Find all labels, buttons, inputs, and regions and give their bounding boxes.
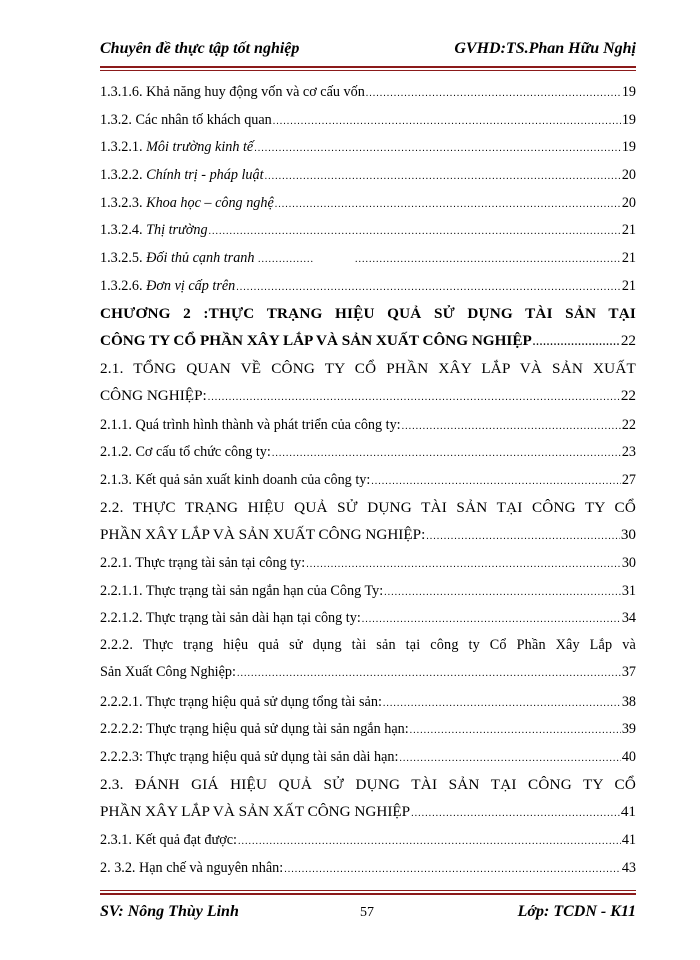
toc-entry[interactable] (100, 826, 636, 854)
dot-leader (411, 808, 620, 819)
table-of-contents (100, 78, 636, 882)
toc-heading-line1: 2.3. ĐÁNH GIÁ HIỆU QUẢ SỬ DỤNG TÀI SẢN TẠI CÔNG TY CỔ (100, 775, 636, 793)
toc-entry-page: 22 (620, 387, 636, 404)
dot-leader (237, 668, 621, 679)
toc-heading-line2: CÔNG TY CỔ PHẦN XÂY LẮP VÀ SẢN XUẤT CÔNG NGHIỆP (100, 331, 532, 349)
dot-leader (238, 836, 621, 847)
toc-section-heading[interactable] (100, 771, 636, 827)
toc-entry[interactable] (100, 715, 636, 743)
toc-entry-title: 2.2.1.2. Thực trạng tài sản dài hạn tại công ty: (100, 610, 361, 627)
page-header (100, 38, 636, 64)
toc-entry-page: 30 (620, 525, 636, 543)
toc-section-heading[interactable] (100, 632, 636, 688)
dot-leader (410, 725, 621, 736)
toc-chapter-heading[interactable] (100, 300, 636, 356)
toc-entry[interactable] (100, 244, 636, 272)
toc-entry-title: Đơn vị cấp trên (146, 277, 236, 294)
toc-entry-page: 27 (621, 471, 636, 488)
toc-entry-number: 1.3.2.3. (100, 194, 143, 211)
toc-section-heading[interactable] (100, 494, 636, 550)
toc-entry-title: 1.3.1.6. Khả năng huy động vốn và cơ cấu vốn (100, 84, 365, 100)
toc-entry-title: 2.3.1. Kết quả đạt được: (100, 832, 237, 849)
toc-entry-title: Đối thủ cạnh tranh (146, 250, 255, 267)
toc-entry-number: 1.3.2.4. (100, 222, 143, 239)
toc-entry-title: 2.1.2. Cơ cấu tổ chức công ty: (100, 444, 271, 461)
toc-entry[interactable] (100, 743, 636, 771)
header-title: Chuyên đề thực tập tốt nghiệp (100, 40, 300, 57)
toc-entry[interactable] (100, 189, 636, 217)
toc-entry-page: 30 (621, 555, 636, 572)
toc-entry[interactable] (100, 577, 636, 605)
footer-class: Lớp: TCDN - K11 (517, 903, 636, 920)
toc-entry-title: Thị trường (146, 222, 208, 239)
toc-entry-number: 1.3.2.1. (100, 139, 143, 156)
toc-entry-title: 2.2.2.3: Thực trạng hiệu quả sử dụng tài sản dài hạn: (100, 749, 399, 765)
toc-entry-title: 2.2.2.1. Thực trạng hiệu quả sử dụng tổng tài sản: (100, 693, 382, 710)
dot-leader (533, 337, 620, 348)
toc-entry-title: 2.2.1.1. Thực trạng tài sản ngắn hạn của Công Ty: (100, 582, 384, 599)
toc-entry-page: 19 (621, 139, 636, 156)
toc-entry-page: 21 (621, 277, 636, 294)
toc-entry[interactable] (100, 549, 636, 577)
toc-entry-page: 31 (621, 582, 636, 599)
dot-leader (254, 143, 621, 154)
toc-heading-line1: 2.2. THỰC TRẠNG HIỆU QUẢ SỬ DỤNG TÀI SẢN TẠI CÔNG TY CỔ (100, 498, 636, 516)
toc-entry[interactable] (100, 438, 636, 466)
toc-entry[interactable] (100, 854, 636, 882)
toc-entry-title: 2.2.1. Thực trạng tài sản tại công ty: (100, 555, 306, 572)
dot-leader (209, 226, 621, 237)
toc-entry[interactable] (100, 216, 636, 244)
dot-leader: ................ (258, 254, 315, 266)
dot-leader (208, 392, 620, 403)
toc-entry-title: 2.1.3. Kết quả sản xuất kinh doanh của công ty: (100, 471, 371, 488)
dot-leader (384, 587, 621, 598)
toc-entry-title: 2.1.1. Quá trình hình thành và phát triển của công ty: (100, 416, 401, 433)
toc-entry-page: 21 (621, 250, 636, 267)
toc-entry-page: 37 (621, 664, 636, 681)
dot-leader (284, 864, 621, 875)
toc-entry-title: Chính trị - pháp luật (146, 167, 264, 184)
toc-heading-line2: PHẦN XÂY LẮP VÀ SẢN XUẤT CÔNG NGHIỆP: (100, 525, 426, 543)
page-number: 57 (360, 905, 374, 920)
dot-leader (402, 421, 621, 432)
dot-leader (399, 753, 620, 764)
toc-entry-page: 23 (621, 444, 636, 461)
toc-heading-line1: 2.1. TỔNG QUAN VỀ CÔNG TY CỔ PHẦN XÂY LẮP VÀ SẢN XUẤT (100, 360, 636, 377)
dot-leader (426, 531, 620, 542)
toc-entry-page: 39 (621, 721, 636, 738)
toc-entry[interactable] (100, 161, 636, 189)
toc-entry-page: 34 (621, 610, 636, 627)
toc-entry-page: 20 (621, 167, 636, 184)
toc-entry[interactable] (100, 466, 636, 494)
toc-entry[interactable] (100, 411, 636, 439)
toc-entry[interactable] (100, 604, 636, 632)
toc-entry-page: 41 (621, 832, 636, 849)
dot-leader (275, 199, 621, 210)
toc-entry-page: 22 (621, 416, 636, 433)
toc-entry-title: 2. 3.2. Hạn chế và nguyên nhân: (100, 859, 284, 876)
toc-heading-line2: CÔNG NGHIỆP: (100, 387, 207, 404)
toc-entry-title: Khoa học – công nghệ (146, 194, 274, 211)
dot-leader (355, 254, 621, 265)
toc-entry[interactable] (100, 106, 636, 134)
toc-entry[interactable] (100, 272, 636, 300)
dot-leader (362, 614, 621, 625)
footer-student: SV: Nông Thùy Linh (100, 903, 239, 920)
toc-entry-page: 19 (621, 84, 636, 100)
toc-entry-page: 41 (620, 802, 636, 820)
dot-leader (236, 282, 621, 293)
footer-rule (100, 890, 636, 895)
toc-entry-page: 43 (621, 859, 636, 876)
toc-entry-page: 38 (621, 693, 636, 710)
toc-entry-number: 1.3.2.5. (100, 250, 143, 267)
toc-heading-line2: PHẦN XÂY LẮP VÀ SẢN XẤT CÔNG NGHIỆP (100, 802, 411, 820)
dot-leader (366, 88, 621, 99)
toc-entry[interactable] (100, 688, 636, 716)
dot-leader (273, 116, 621, 127)
toc-heading-line2: Sản Xuất Công Nghiệp: (100, 664, 236, 681)
toc-section-heading[interactable] (100, 355, 636, 411)
header-rule (100, 66, 636, 71)
dot-leader (371, 476, 621, 487)
toc-entry-page: 20 (621, 194, 636, 211)
toc-entry-page: 22 (620, 331, 636, 349)
toc-entry-title: Môi trường kinh tế (146, 139, 254, 156)
toc-heading-line1: CHƯƠNG 2 :THỰC TRẠNG HIỆU QUẢ SỬ DỤNG TÀI SẢN TẠI (100, 304, 636, 322)
toc-entry-title: 1.3.2. Các nhân tố khách quan (100, 111, 272, 128)
toc-entry-page: 21 (621, 222, 636, 239)
toc-entry-page: 40 (621, 749, 636, 765)
toc-entry-number: 1.3.2.2. (100, 167, 143, 184)
dot-leader (265, 171, 621, 182)
toc-entry-number: 1.3.2.6. (100, 277, 143, 294)
toc-heading-line1: 2.2.2. Thực trạng hiệu quả sử dụng tài sản tại công ty Cổ Phần Xây Lắp và (100, 637, 636, 654)
dot-leader (383, 698, 621, 709)
toc-entry[interactable] (100, 133, 636, 161)
toc-entry-page: 19 (621, 111, 636, 128)
toc-entry-title: 2.2.2.2: Thực trạng hiệu quả sử dụng tài sản ngắn hạn: (100, 721, 409, 738)
toc-entry[interactable] (100, 78, 636, 106)
header-advisor: GVHD:TS.Phan Hữu Nghị (454, 40, 636, 57)
dot-leader (306, 559, 621, 570)
dot-leader (272, 448, 621, 459)
page-footer (100, 900, 636, 926)
